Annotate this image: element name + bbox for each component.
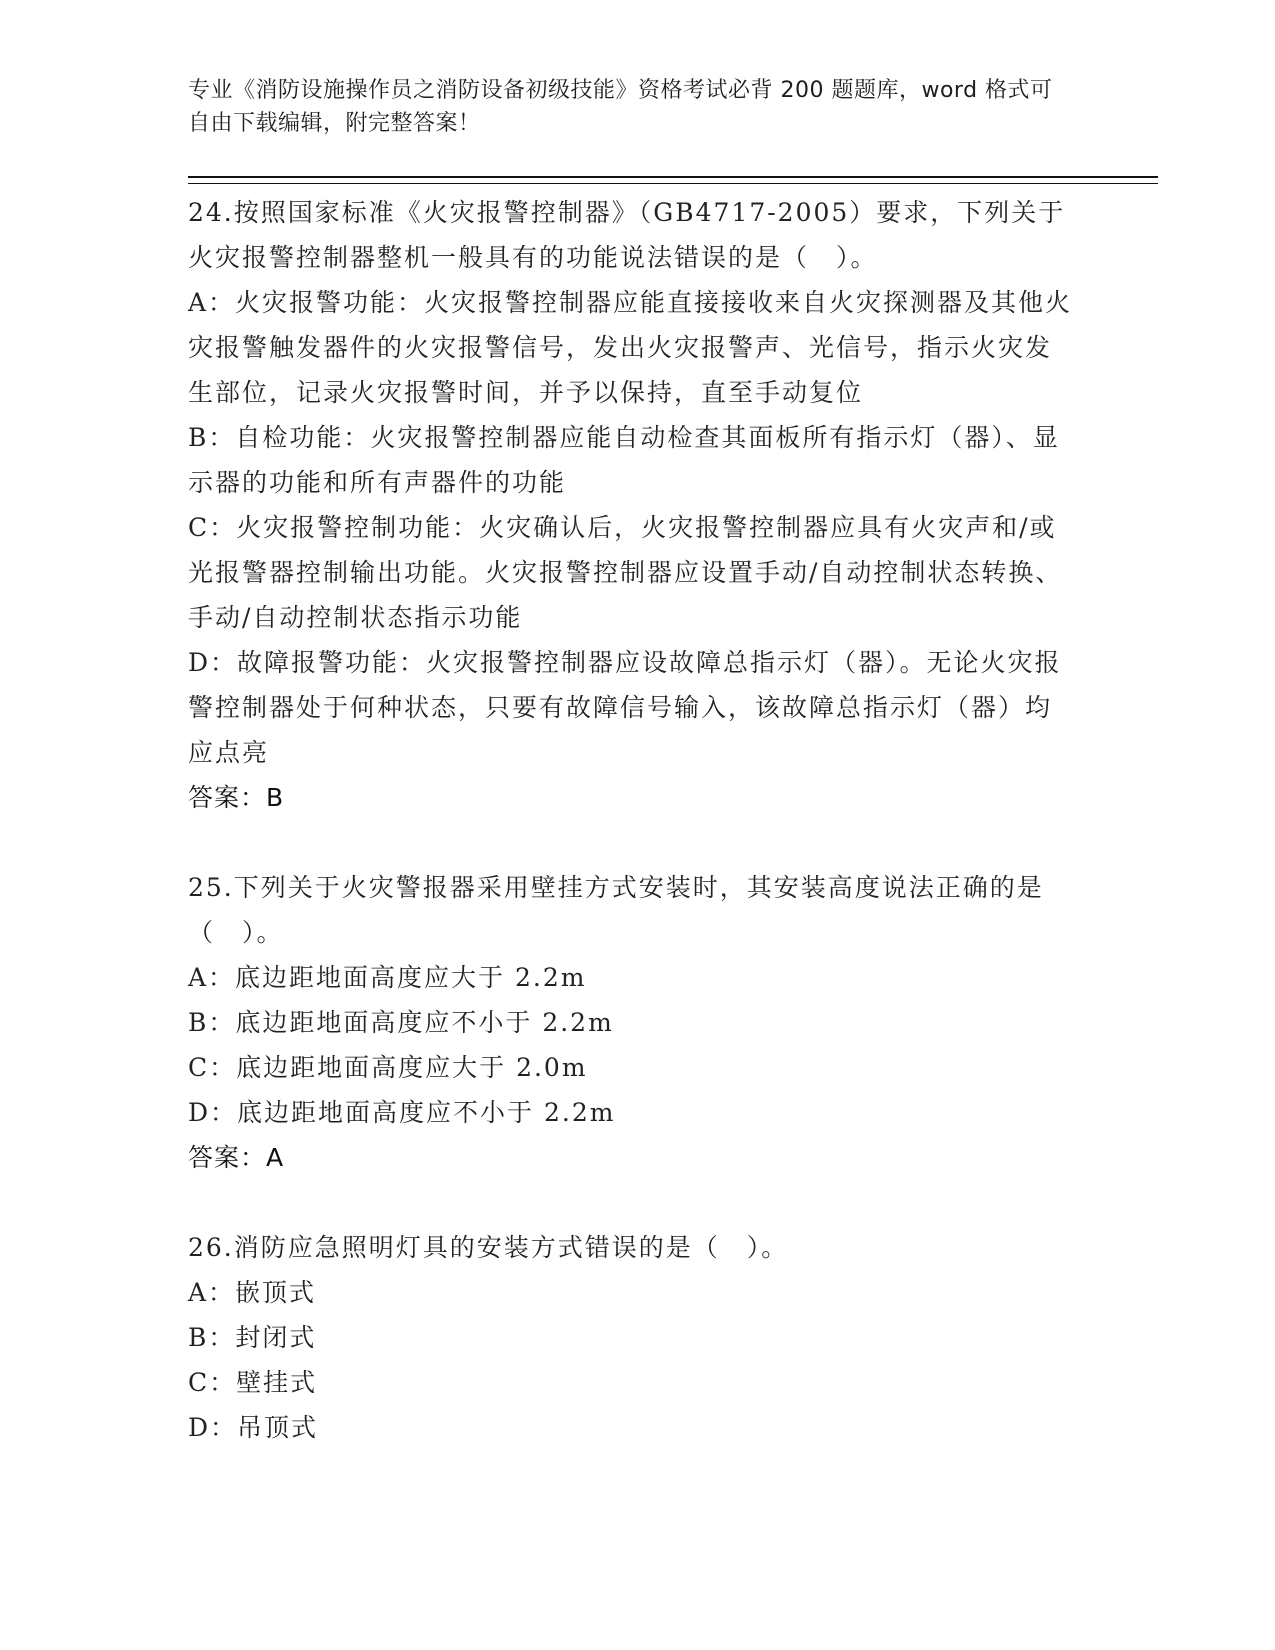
answer: 答案：A (188, 1143, 285, 1172)
option-c: C：底边距地面高度应大于 2.0m (188, 1053, 588, 1082)
question-25 (188, 865, 1078, 1180)
option-d: D：故障报警功能：火灾报警控制器应设故障总指示灯（器）。无论火灾报警控制器处于何种状态，只要有故障信号输入，该故障总指示灯（器）均应点亮 (188, 648, 1062, 767)
option-c: C：火灾报警控制功能：火灾确认后，火灾报警控制器应具有火灾声和/或光报警器控制输出功能。火灾报警控制器应设置手动/自动控制状态转换、手动/自动控制状态指示功能 (188, 513, 1063, 632)
question-list (188, 190, 1078, 1450)
question-stem: 25.下列关于火灾警报器采用壁挂方式安装时，其安装高度说法正确的是（ ）。 (188, 873, 1044, 947)
header-divider-thick (188, 176, 1158, 178)
question-stem: 24.按照国家标准《火灾报警控制器》（GB4717-2005）要求，下列关于火灾报警控制器整机一般具有的功能说法错误的是（ ）。 (188, 198, 1066, 272)
question-stem: 26.消防应急照明灯具的安装方式错误的是（ ）。 (188, 1233, 789, 1262)
option-a: A：底边距地面高度应大于 2.2m (188, 963, 587, 992)
header-divider-thin (188, 183, 1158, 184)
question-spacer (188, 820, 1078, 865)
option-b: B：底边距地面高度应不小于 2.2m (188, 1008, 614, 1037)
option-b: B：自检功能：火灾报警控制器应能自动检查其面板所有指示灯（器）、显示器的功能和所有声器件的功能 (188, 423, 1060, 497)
question-26 (188, 1225, 1078, 1450)
option-d: D：吊顶式 (188, 1413, 319, 1442)
question-spacer (188, 1180, 1078, 1225)
question-24 (188, 190, 1078, 820)
option-a: A：火灾报警功能：火灾报警控制器应能直接接收来自火灾探测器及其他火灾报警触发器件的火灾报警信号，发出火灾报警声、光信号，指示火灾发生部位，记录火灾报警时间，并予以保持，直至手动复位 (188, 288, 1073, 407)
option-b: B：封闭式 (188, 1323, 317, 1352)
option-a: A：嵌顶式 (188, 1278, 317, 1307)
answer: 答案：B (188, 783, 285, 812)
option-d: D：底边距地面高度应不小于 2.2m (188, 1098, 616, 1127)
option-c: C：壁挂式 (188, 1368, 318, 1397)
document-header: 专业《消防设施操作员之消防设备初级技能》资格考试必背 200 题题库，word 格式可自由下载编辑，附完整答案！ (188, 78, 1053, 136)
